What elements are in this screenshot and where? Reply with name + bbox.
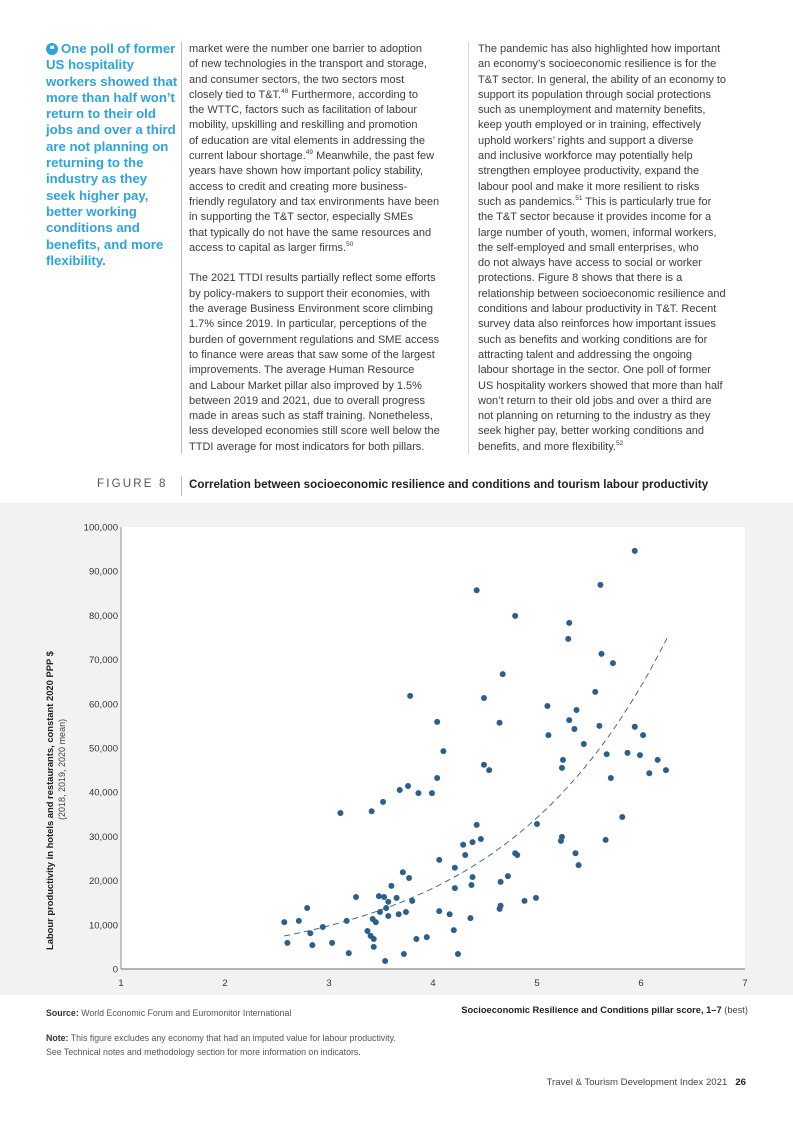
- data-point: [383, 905, 389, 911]
- x-tick-label: 1: [118, 978, 124, 989]
- data-point: [436, 908, 442, 914]
- y-tick-label: 30,000: [88, 831, 118, 843]
- data-point: [624, 750, 630, 756]
- footnote-ref[interactable]: 52: [615, 439, 624, 447]
- data-point: [592, 689, 598, 695]
- y-axis-label: Labour productivity in hotels and restaurants, constant 2020 PPP $: [44, 651, 55, 950]
- line-text: improvements. The average Human Resource: [189, 364, 415, 377]
- data-point: [574, 707, 580, 713]
- line-text: keep youth employed or in training, effectively: [478, 119, 701, 132]
- plot-area: [121, 527, 745, 969]
- data-point: [497, 906, 503, 912]
- data-point: [455, 951, 461, 957]
- line-text: years have shown how important policy stability,: [189, 165, 423, 178]
- line-text: market were the number one barrier to adoption: [189, 43, 422, 55]
- data-point: [663, 767, 669, 773]
- data-point: [646, 770, 652, 776]
- line-text: seek higher pay, better working conditions and: [478, 425, 705, 438]
- data-point: [284, 940, 290, 946]
- data-point: [565, 636, 571, 642]
- data-point: [619, 814, 625, 820]
- line-text: TTDI average for most indicators for both pillars.: [189, 440, 425, 453]
- line-text: relationship between socioeconomic resilience and: [478, 287, 726, 300]
- line-text: access to capital as larger firms.: [189, 241, 347, 254]
- publication-title: Travel & Tourism Development Index 2021: [546, 1077, 728, 1088]
- line-text: Furthermore, according to: [288, 88, 418, 101]
- data-point: [610, 660, 616, 666]
- line-text: survey data also reinforces how important issues: [478, 318, 716, 331]
- footnote-ref[interactable]: 50: [346, 240, 354, 248]
- data-point: [497, 720, 503, 726]
- data-point: [371, 944, 377, 950]
- data-point: [545, 732, 551, 738]
- footnote-ref[interactable]: 48: [281, 87, 289, 95]
- line-text: between 2019 and 2021, due to overall progress: [189, 394, 426, 407]
- data-point: [655, 757, 661, 763]
- line-text: large number of youth, women, informal workers,: [478, 226, 717, 239]
- data-point: [400, 869, 406, 875]
- data-point: [344, 918, 350, 924]
- line-text: and consumer sectors, the two sectors most: [189, 73, 405, 86]
- line-text: of new technologies in the transport and storage,: [189, 58, 427, 71]
- data-point: [429, 790, 435, 796]
- data-point: [603, 837, 609, 843]
- line-text: such as pandemics.: [478, 195, 576, 208]
- line-text: mobility, upskilling and reskilling and promotion: [189, 119, 418, 132]
- line-text: in supporting the T&T sector, especially SMEs: [189, 211, 413, 224]
- data-point: [381, 894, 387, 900]
- line-text: to finance were areas that saw some of the largest: [189, 348, 435, 361]
- line-text: the average Business Environment score climbing: [189, 303, 433, 316]
- y-tick-label: 50,000: [88, 743, 118, 755]
- line-text: that typically do not have the same resources and: [189, 226, 432, 239]
- line-text: uphold workers’ rights and support a diverse: [478, 134, 694, 147]
- data-point: [576, 862, 582, 868]
- y-axis-sublabel: (2018, 2019, 2020 mean): [57, 718, 67, 820]
- data-point: [296, 918, 302, 924]
- line-text: benefits, and more flexibility.: [478, 440, 616, 453]
- data-point: [396, 911, 402, 917]
- data-point: [498, 879, 504, 885]
- x-tick-label: 3: [326, 978, 332, 989]
- data-point: [596, 723, 602, 729]
- data-point: [401, 951, 407, 957]
- line-text: T&T sector. In general, the ability of an economy to: [478, 73, 727, 86]
- line-text: access to credit and creating more business-: [189, 180, 408, 193]
- data-point: [407, 693, 413, 699]
- data-point: [560, 757, 566, 763]
- data-point: [376, 893, 382, 899]
- footnote-ref[interactable]: 51: [575, 194, 583, 202]
- line-text: friendly regulatory and tax environments have been: [189, 195, 440, 208]
- data-point: [566, 620, 572, 626]
- line-text: burden of government regulations and SME access: [189, 333, 440, 346]
- data-point: [470, 874, 476, 880]
- line-text: less developed economies still score well below the: [189, 425, 440, 438]
- data-point: [571, 726, 577, 732]
- data-point: [388, 883, 394, 889]
- line-text: Meanwhile, the past few: [313, 150, 435, 163]
- data-point: [604, 751, 610, 757]
- data-point: [632, 548, 638, 554]
- data-point: [385, 899, 391, 905]
- line-text: do not always have access to social or worker: [478, 257, 702, 270]
- data-point: [474, 822, 480, 828]
- pull-quote-text: One poll of former US hospitality workers showed that more than half won’t return to their old jobs and over a third are not planning on returning to the industry as they seek higher pay, better working conditions and benefits, and more flexibility.: [46, 41, 178, 268]
- data-point: [394, 895, 400, 901]
- data-point: [369, 808, 375, 814]
- data-point: [467, 915, 473, 921]
- data-point: [481, 695, 487, 701]
- data-point: [380, 799, 386, 805]
- y-tick-label: 0: [112, 964, 118, 976]
- x-tick-label: 7: [742, 978, 748, 989]
- data-point: [581, 741, 587, 747]
- data-point: [385, 913, 391, 919]
- line-text: This is particularly true for: [582, 195, 712, 208]
- y-tick-label: 60,000: [88, 699, 118, 711]
- line-text: labour pool and make it more resilient to risks: [478, 180, 700, 193]
- data-point: [505, 873, 511, 879]
- line-text: US hospitality workers showed that more than half: [478, 379, 723, 392]
- line-text: not planning on returning to the industry as they: [478, 410, 711, 423]
- line-text: made in areas such as staff training. Nonetheless,: [189, 410, 433, 423]
- x-tick-label: 5: [534, 978, 540, 989]
- data-point: [436, 857, 442, 863]
- y-tick-label: 90,000: [88, 566, 118, 578]
- line-text: 1.7% since 2019. In particular, perceptions of the: [189, 318, 427, 331]
- line-text: closely tied to T&T.: [189, 88, 282, 101]
- data-point: [558, 838, 564, 844]
- data-point: [329, 940, 335, 946]
- page-number: 26: [735, 1077, 746, 1088]
- data-point: [413, 936, 419, 942]
- data-point: [451, 927, 457, 933]
- data-point: [377, 909, 383, 915]
- data-point: [415, 790, 421, 796]
- y-tick-label: 80,000: [88, 610, 118, 622]
- figure-source: Source: World Economic Forum and Euromonitor International: [46, 1008, 292, 1018]
- line-text: such as benefits and working conditions are for: [478, 333, 708, 346]
- line-text: and Labour Market pillar also improved by 1.5%: [189, 379, 422, 392]
- line-text: labour shortage in the sector. One poll of former: [478, 364, 711, 377]
- data-point: [608, 775, 614, 781]
- data-point: [481, 762, 487, 768]
- data-point: [434, 775, 440, 781]
- line-text: the self-employed and small enterprises, who: [478, 241, 699, 254]
- line-text: conditions and labour productivity in T&T. Recent: [478, 303, 717, 316]
- data-point: [353, 894, 359, 900]
- x-tick-label: 2: [222, 978, 228, 989]
- line-text: current labour shortage.: [189, 150, 306, 163]
- line-text: protections. Figure 8 shows that there is a: [478, 272, 683, 285]
- figure-note: Note: This figure excludes any economy that had an imputed value for labour productivity. See Technical notes and methodology section for more information on indicators.: [46, 1033, 396, 1057]
- data-point: [632, 724, 638, 730]
- data-point: [440, 748, 446, 754]
- data-point: [468, 882, 474, 888]
- data-point: [512, 613, 518, 619]
- data-point: [478, 836, 484, 842]
- data-point: [304, 905, 310, 911]
- quote-icon: ❝: [46, 43, 58, 55]
- data-point: [409, 898, 415, 904]
- data-point: [572, 850, 578, 856]
- data-point: [462, 852, 468, 858]
- data-point: [307, 930, 313, 936]
- line-text: strengthen employee productivity, expand the: [478, 165, 700, 178]
- data-point: [406, 875, 412, 881]
- figure-label: FIGURE 8: [97, 478, 168, 490]
- data-point: [559, 765, 565, 771]
- data-point: [534, 821, 540, 827]
- data-point: [533, 895, 539, 901]
- data-point: [514, 852, 520, 858]
- y-tick-label: 100,000: [83, 522, 118, 534]
- line-text: won’t return to their old jobs and over a third are: [478, 394, 712, 407]
- data-point: [486, 767, 492, 773]
- line-text: such as unemployment and maternity benefits,: [478, 104, 706, 117]
- data-point: [397, 787, 403, 793]
- line-text: and inclusive workforce may potentially help: [478, 150, 693, 163]
- data-point: [452, 865, 458, 871]
- x-tick-label: 4: [430, 978, 436, 989]
- data-point: [474, 587, 480, 593]
- data-point: [460, 842, 466, 848]
- data-point: [434, 719, 440, 725]
- data-point: [281, 919, 287, 925]
- data-point: [320, 924, 326, 930]
- y-tick-label: 70,000: [88, 655, 118, 667]
- y-tick-label: 20,000: [88, 876, 118, 888]
- line-text: an economy’s socioeconomic resilience is for the: [478, 58, 717, 71]
- data-point: [447, 911, 453, 917]
- data-point: [452, 885, 458, 891]
- data-point: [597, 582, 603, 588]
- data-point: [309, 942, 315, 948]
- data-point: [403, 909, 409, 915]
- y-tick-label: 10,000: [88, 920, 118, 932]
- data-point: [640, 732, 646, 738]
- page-footer: [547, 1077, 746, 1088]
- data-point: [337, 810, 343, 816]
- data-point: [637, 752, 643, 758]
- data-point: [382, 958, 388, 964]
- data-point: [566, 717, 572, 723]
- data-point: [371, 936, 377, 942]
- data-point: [522, 898, 528, 904]
- x-axis-label: Socioeconomic Resilience and Conditions pillar score, 1–7 (best): [461, 1005, 748, 1015]
- data-point: [424, 934, 430, 940]
- footnote-ref[interactable]: 49: [305, 149, 314, 157]
- figure-title: Correlation between socioeconomic resilience and conditions and tourism labour productivity: [189, 478, 709, 491]
- data-point: [598, 651, 604, 657]
- data-point: [544, 703, 550, 709]
- line-text: The pandemic has also highlighted how important: [478, 43, 721, 55]
- data-point: [470, 839, 476, 845]
- data-point: [346, 950, 352, 956]
- line-text: The 2021 TTDI results partially reflect some efforts: [189, 272, 436, 285]
- data-point: [405, 783, 411, 789]
- line-text: the T&T sector because it provides income for a: [478, 211, 712, 224]
- line-text: the WTTC, factors such as facilitation of labour: [189, 104, 418, 117]
- y-tick-label: 40,000: [88, 787, 118, 799]
- line-text: support its population through social protections: [478, 88, 711, 101]
- x-tick-label: 6: [638, 978, 644, 989]
- line-text: by policy-makers to support their economies, with: [189, 287, 430, 300]
- data-point: [500, 671, 506, 677]
- data-point: [373, 919, 379, 925]
- line-text: attracting talent and addressing the ongoing: [478, 348, 693, 361]
- line-text: of education are vital elements in addressing the: [189, 134, 426, 147]
